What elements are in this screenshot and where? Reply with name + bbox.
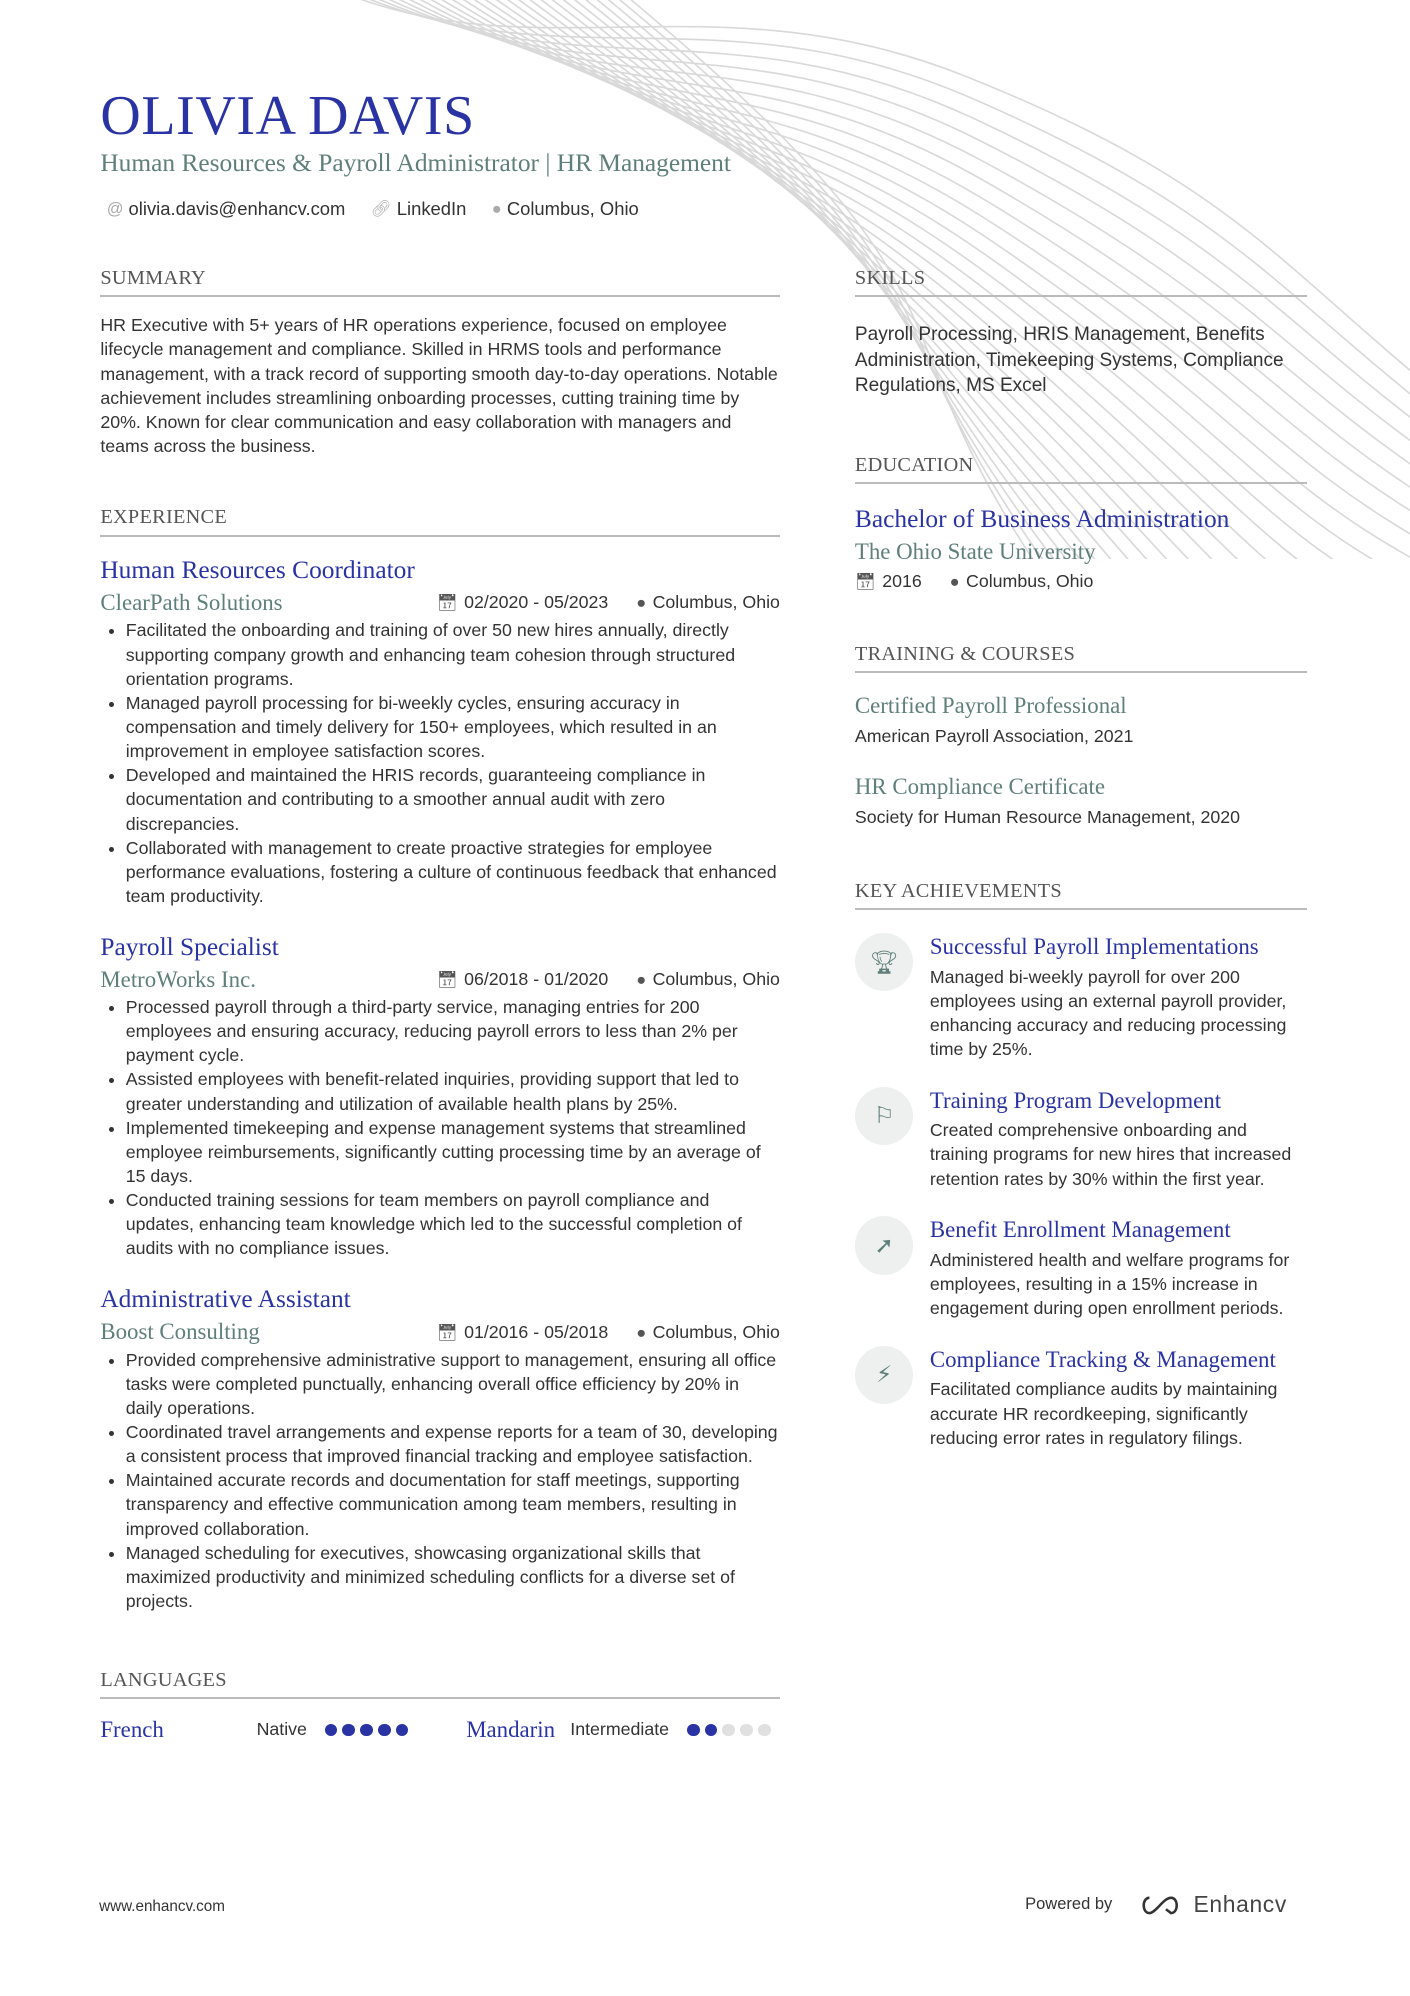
- lightning-icon: ⚡︎: [855, 1346, 913, 1404]
- experience-section: [100, 506, 780, 1613]
- achievement-item: [855, 1087, 1307, 1191]
- job-location: Columbus, Ohio: [652, 1321, 780, 1342]
- job-bullet: • Maintained accurate records and documentation for staff meetings, supporting transparency and effective communication among team members, resulting in improved collaboration.: [126, 1468, 780, 1540]
- job-bullet: • Managed payroll processing for bi-weekly cycles, ensuring accuracy in compensation and timely delivery for 150+ employees, which resulted in an improvement in employee satisfaction scores.: [126, 691, 780, 763]
- achievement-item: [855, 1216, 1307, 1320]
- achievement-item: [855, 1346, 1307, 1450]
- skills-text: Payroll Processing, HRIS Management, Benefits Administration, Timekeeping Systems, Compliance Regulations, MS Excel: [854, 324, 1284, 397]
- rating-dot: [722, 1724, 735, 1737]
- rating-dot: [325, 1724, 338, 1737]
- achievement-text: Created comprehensive onboarding and training programs for new hires that increased retention rates by 30% within the first year.: [929, 1120, 1292, 1189]
- enhancv-logo-icon: [1138, 1894, 1184, 1917]
- calendar-icon: 📅︎: [436, 594, 458, 613]
- job-bullet: • Implemented timekeeping and expense management systems that streamlined employee reimbursements, significantly cutting processing time by an average of 15 days.: [126, 1116, 780, 1188]
- linkedin-text: LinkedIn: [396, 198, 467, 220]
- job-location: Columbus, Ohio: [652, 969, 780, 990]
- job-dates: 01/2016 - 05/2018: [464, 1321, 609, 1342]
- rating-dot: [705, 1724, 718, 1737]
- at-icon: @: [106, 199, 124, 218]
- language-level: Intermediate: [570, 1719, 670, 1740]
- languages-row: [100, 1717, 780, 1743]
- job-title: Payroll Specialist: [100, 932, 279, 961]
- email-text: olivia.davis@enhancv.com: [128, 198, 346, 220]
- summary-text: HR Executive with 5+ years of HR operations experience, focused on employee lifecycle management and compliance. Skilled in HRMS tools and performance management, with a track record of supporting smooth day-to-day operations. Notable achievement includes streamlining onboarding processes, cutting training time by 20%. Known for clear communication and easy collaboration with managers and teams across the business.: [100, 315, 778, 457]
- location-pin-icon: ●: [636, 594, 647, 613]
- course-title: Certified Payroll Professional: [854, 693, 1127, 719]
- job-bullet: • Assisted employees with benefit-related inquiries, providing support that led to greater understanding and utilization of available health plans by 25%.: [126, 1067, 780, 1115]
- achievement-title: Successful Payroll Implementations: [929, 933, 1259, 959]
- calendar-icon: 📅︎: [854, 573, 876, 592]
- rating-dot: [396, 1724, 409, 1737]
- job-bullet: • Developed and maintained the HRIS records, guaranteeing compliance in documentation and contributing to a smoother annual audit with zero discrepancies.: [126, 763, 780, 835]
- job-title: Administrative Assistant: [100, 1285, 351, 1314]
- job-bullet: • Processed payroll through a third-party service, managing entries for 200 employees and ensuring accuracy, reducing payroll errors to less than 2% per payment cycle.: [126, 995, 780, 1067]
- left-column: [100, 267, 780, 1791]
- job-dates: 02/2020 - 05/2023: [464, 592, 609, 613]
- rating-dot: [342, 1724, 355, 1737]
- job-bullet: • Facilitated the onboarding and training of over 50 new hires annually, directly supporting company growth and enhancing team cohesion through structured orientation programs.: [126, 618, 780, 690]
- contact-location: [492, 198, 639, 220]
- calendar-icon: 📅︎: [436, 971, 458, 990]
- contact-row: [107, 198, 639, 220]
- powered-by-label: Powered by: [1025, 1895, 1113, 1914]
- job-bullet: • Coordinated travel arrangements and expense reports for a team of 30, developing a consistent process that improved financial tracking and employee satisfaction.: [126, 1420, 780, 1468]
- section-heading: SUMMARY: [100, 267, 780, 297]
- achievement-text: Administered health and welfare programs for employees, resulting in a 15% increase in engagement during open enrollment periods.: [929, 1249, 1290, 1319]
- education-section: [855, 454, 1307, 592]
- section-heading: SKILLS: [855, 267, 1307, 297]
- strategy-arrow-icon: ➚: [855, 1216, 913, 1274]
- training-item: [855, 693, 1307, 748]
- course-org: Society for Human Resource Management, 2020: [854, 807, 1241, 828]
- achievement-item: [855, 933, 1307, 1061]
- skills-section: [855, 267, 1307, 399]
- achievement-title: Benefit Enrollment Management: [929, 1217, 1231, 1243]
- footer-url[interactable]: www.enhancv.com: [99, 1897, 225, 1915]
- section-heading: LANGUAGES: [100, 1669, 780, 1699]
- language-rating: [325, 1724, 409, 1737]
- rating-dot: [360, 1724, 373, 1737]
- summary-section: [100, 267, 780, 458]
- job-meta-row: [100, 590, 780, 616]
- achievement-title: Training Program Development: [929, 1087, 1222, 1113]
- course-org: American Payroll Association, 2021: [854, 726, 1134, 747]
- language-rating: [687, 1724, 771, 1737]
- location-pin-icon: ●: [491, 199, 502, 218]
- location-pin-icon: ●: [949, 573, 960, 592]
- language-name: Mandarin: [466, 1716, 556, 1742]
- language-item: [100, 1717, 466, 1743]
- section-heading: EXPERIENCE: [100, 506, 780, 536]
- trophy-icon: 🏆︎: [855, 933, 913, 991]
- achievement-text: Managed bi-weekly payroll for over 200 employees using an external payroll provider, enhancing accuracy and reducing processing time by 25%.: [929, 966, 1287, 1060]
- contact-email[interactable]: [107, 198, 346, 220]
- language-item: [466, 1717, 770, 1743]
- job-bullet: • Managed scheduling for executives, showcasing organizational skills that maximized productivity and minimized scheduling conflicts for a diverse set of projects.: [126, 1541, 780, 1613]
- job-bullets: [100, 1348, 780, 1614]
- education-location: Columbus, Ohio: [965, 571, 1094, 592]
- contact-linkedin[interactable]: [371, 198, 467, 220]
- job-entry: [100, 554, 780, 908]
- job-bullet: • Provided comprehensive administrative support to management, ensuring all office tasks were completed punctually, enhancing overall office efficiency by 20% in daily operations.: [126, 1348, 780, 1420]
- location-pin-icon: ●: [636, 971, 647, 990]
- job-location: Columbus, Ohio: [652, 592, 780, 613]
- flag-icon: ⚐: [855, 1087, 913, 1145]
- school: The Ohio State University: [854, 538, 1096, 564]
- section-heading: KEY ACHIEVEMENTS: [855, 880, 1307, 910]
- location-pin-icon: ●: [636, 1323, 647, 1342]
- job-meta-row: [100, 967, 780, 993]
- education-meta: [855, 571, 1307, 592]
- section-heading: TRAINING & COURSES: [855, 643, 1307, 673]
- job-dates: 06/2018 - 01/2020: [464, 969, 609, 990]
- company-name: Boost Consulting: [100, 1319, 260, 1345]
- training-section: [855, 643, 1307, 829]
- achievement-text: Facilitated compliance audits by maintaining accurate HR recordkeeping, significantly reducing error rates in regulatory filings.: [929, 1379, 1278, 1448]
- job-entry: [100, 1283, 780, 1613]
- calendar-icon: 📅︎: [436, 1323, 458, 1342]
- job-title: Human Resources Coordinator: [100, 556, 415, 585]
- link-icon: 🔗︎: [370, 199, 392, 218]
- achievements-section: [855, 880, 1307, 1450]
- enhancv-brand: Enhancv: [1193, 1891, 1287, 1918]
- rating-dot: [378, 1724, 391, 1737]
- job-bullet: • Collaborated with management to create proactive strategies for employee performance evaluations, fostering a culture of continuous feedback that enhanced team productivity.: [126, 836, 780, 908]
- languages-section: [100, 1669, 780, 1743]
- achievement-title: Compliance Tracking & Management: [929, 1346, 1276, 1372]
- job-bullet: • Conducted training sessions for team members on payroll compliance and updates, enhancing team knowledge which led to the successful completion of audits with no compliance issues.: [126, 1188, 780, 1260]
- training-item: [855, 774, 1307, 829]
- job-bullets: [100, 618, 780, 908]
- job-bullets: [100, 995, 780, 1261]
- language-level: Native: [256, 1719, 307, 1740]
- enhancv-logo[interactable]: [1138, 1891, 1287, 1918]
- location-text: Columbus, Ohio: [506, 198, 639, 220]
- right-column: [855, 267, 1307, 1498]
- education-year: 2016: [882, 571, 922, 592]
- section-heading: EDUCATION: [855, 454, 1307, 484]
- powered-by: [1025, 1891, 1287, 1918]
- rating-dot: [740, 1724, 753, 1737]
- course-title: HR Compliance Certificate: [854, 773, 1106, 799]
- job-entry: [100, 931, 780, 1261]
- degree: Bachelor of Business Administration: [854, 504, 1230, 533]
- candidate-name: OLIVIA DAVIS: [100, 84, 475, 147]
- language-name: French: [100, 1716, 164, 1742]
- rating-dot: [758, 1724, 771, 1737]
- company-name: MetroWorks Inc.: [100, 966, 256, 992]
- company-name: ClearPath Solutions: [100, 589, 283, 615]
- job-meta-row: [100, 1319, 780, 1345]
- rating-dot: [687, 1724, 700, 1737]
- candidate-title: Human Resources & Payroll Administrator | HR Management: [100, 148, 731, 177]
